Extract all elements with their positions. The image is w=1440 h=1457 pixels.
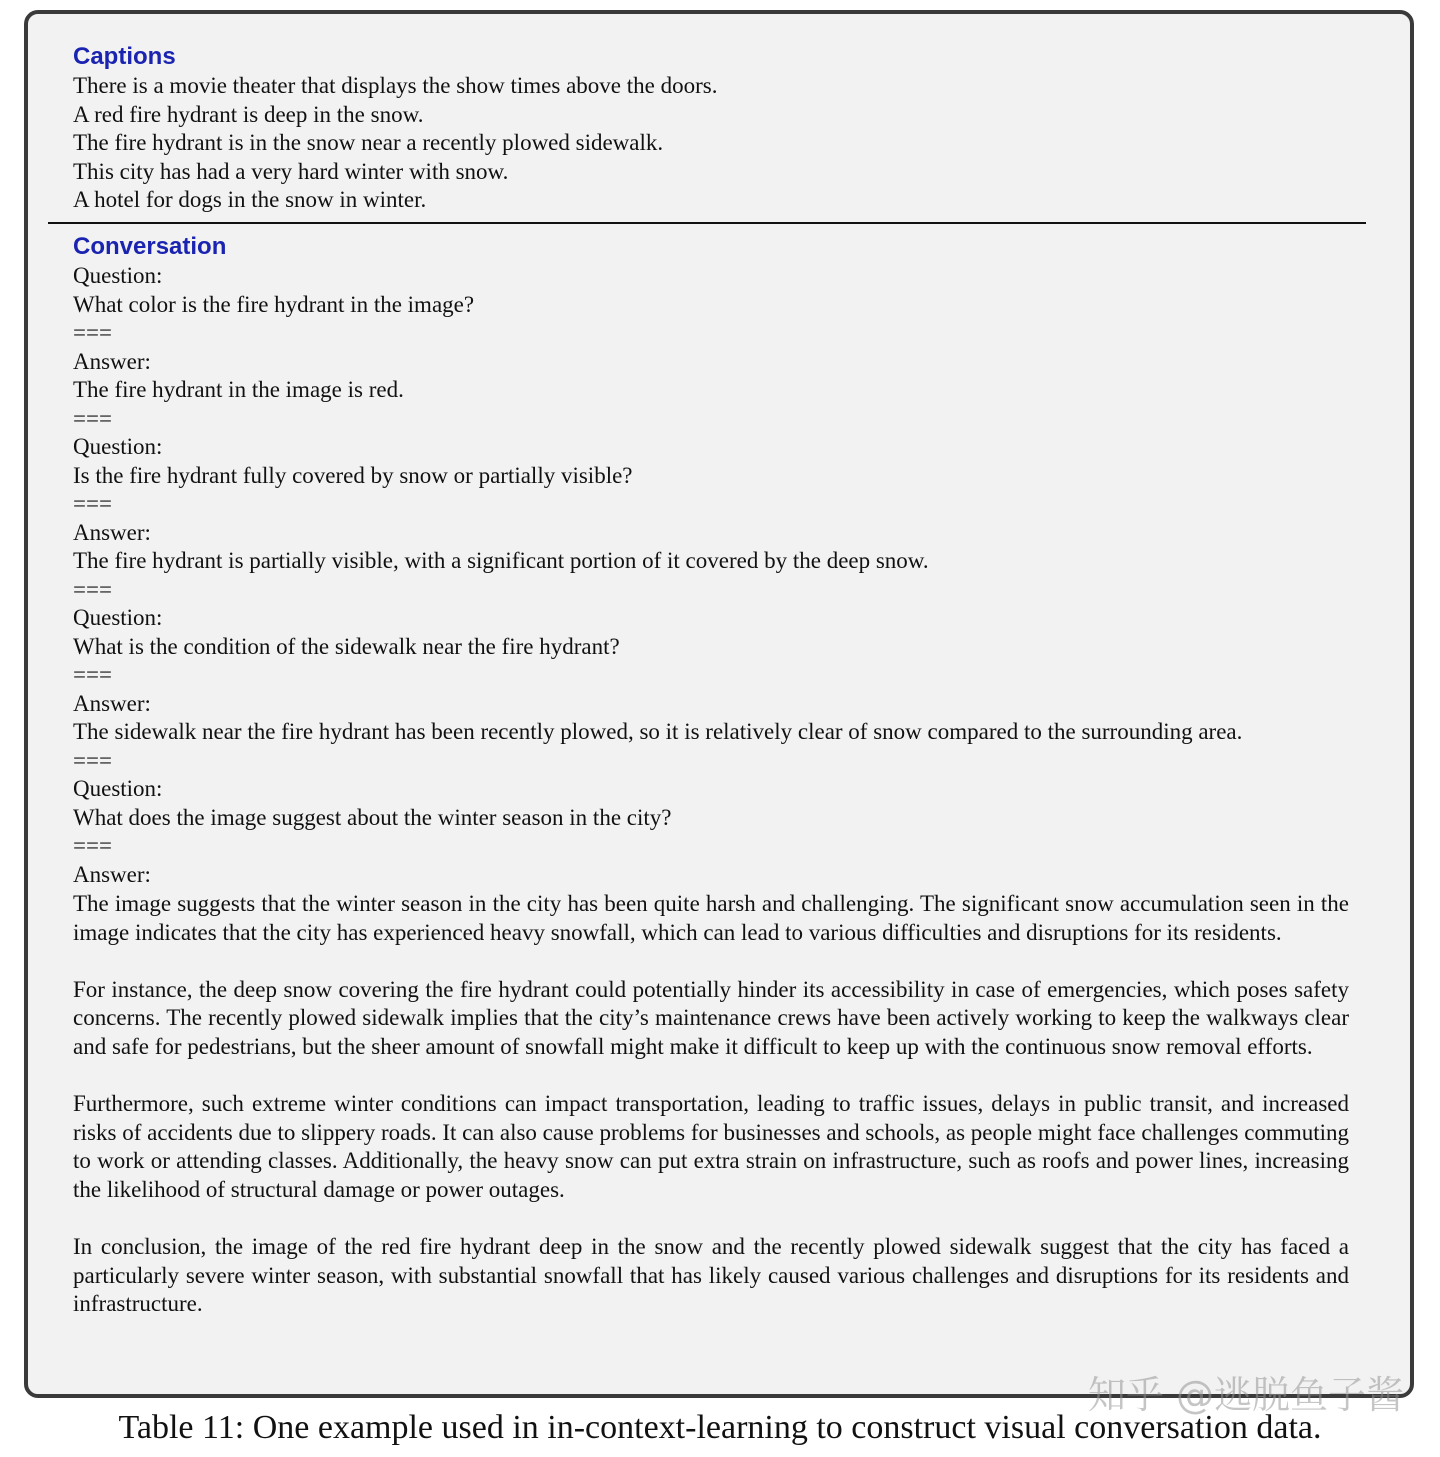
conversation-line: What color is the fire hydrant in the image? (73, 291, 475, 317)
answer-paragraph: The image suggests that the winter season in the city has been quite harsh and challenging. The significant snow accumulation seen in the image indicates that the city has experienced heavy snowfall, which can lead to various difficulties and disruptions for its residents. (73, 891, 1349, 945)
final-answer (73, 890, 1349, 1319)
caption-line: The fire hydrant is in the snow near a recently plowed sidewalk. (73, 130, 664, 155)
answer-paragraph: In conclusion, the image of the red fire hydrant deep in the snow and the recently plowed sidewalk suggest that the city has faced a particularly severe winter season, with substantial snowfall that has likely caused various challenges and disruptions for its residents and infrastructure. (73, 1234, 1349, 1317)
conversation-line: What does the image suggest about the winter season in the city? (73, 804, 672, 830)
section-divider (48, 222, 1366, 224)
conversation-line: === (73, 747, 112, 773)
conversation-line: Is the fire hydrant fully covered by snow or partially visible? (73, 462, 633, 488)
conversation-line: Question: (73, 263, 163, 288)
captions-list (73, 72, 717, 215)
conversation-line: Answer: (73, 690, 151, 716)
conversation-line: === (73, 662, 112, 687)
conversation-line: Answer: (73, 861, 151, 887)
caption-line: A red fire hydrant is deep in the snow. (73, 101, 424, 127)
conversation-heading: Conversation (73, 233, 227, 260)
answer-paragraph: Furthermore, such extreme winter conditions can impact transportation, leading to traffic issues, delays in public transit, and increased risks of accidents due to slippery roads. It can also cause problems for businesses and schools, as people might face challenges commuting to work or attending classes. Additionally, the heavy snow can put extra strain on infrastructure, such as roofs and power lines, increasing the likelihood of structural damage or power outages. (73, 1091, 1349, 1202)
conversation-line: === (73, 833, 112, 858)
conversation-line: Question: (73, 605, 163, 630)
conversation-line: The fire hydrant is partially visible, with a significant portion of it covered by the deep snow. (73, 548, 929, 573)
conversation-line: Question: (73, 776, 163, 801)
conversation-list (73, 262, 1242, 889)
caption-line: A hotel for dogs in the snow in winter. (73, 187, 427, 212)
table-caption: Table 11: One example used in in-context-learning to construct visual conversation data. (118, 1409, 1322, 1446)
conversation-line: === (73, 576, 112, 602)
conversation-line: Answer: (73, 348, 151, 374)
conversation-line: Question: (73, 434, 163, 459)
conversation-line: The fire hydrant in the image is red. (73, 377, 404, 402)
conversation-line: === (73, 320, 112, 345)
conversation-line: === (73, 405, 112, 431)
captions-heading: Captions (73, 43, 176, 70)
watermark: 知乎 @逃脱鱼子酱 (1087, 1373, 1404, 1417)
conversation-line: The sidewalk near the fire hydrant has been recently plowed, so it is relatively clear of snow compared to the surrounding area. (73, 719, 1243, 744)
caption-line: This city has had a very hard winter with snow. (73, 158, 509, 184)
conversation-line: === (73, 491, 112, 516)
example-card (24, 10, 1414, 1398)
caption-line: There is a movie theater that displays the show times above the doors. (73, 73, 718, 98)
answer-paragraph: For instance, the deep snow covering the fire hydrant could potentially hinder its accessibility in case of emergencies, which poses safety concerns. The recently plowed sidewalk implies that the city’s maintenance crews have been actively working to keep the walkways clear and safe for pedestrians, but the sheer amount of snowfall might make it difficult to keep up with the continuous snow removal efforts. (73, 976, 1349, 1059)
conversation-line: Answer: (73, 519, 151, 545)
conversation-line: What is the condition of the sidewalk near the fire hydrant? (73, 633, 620, 659)
